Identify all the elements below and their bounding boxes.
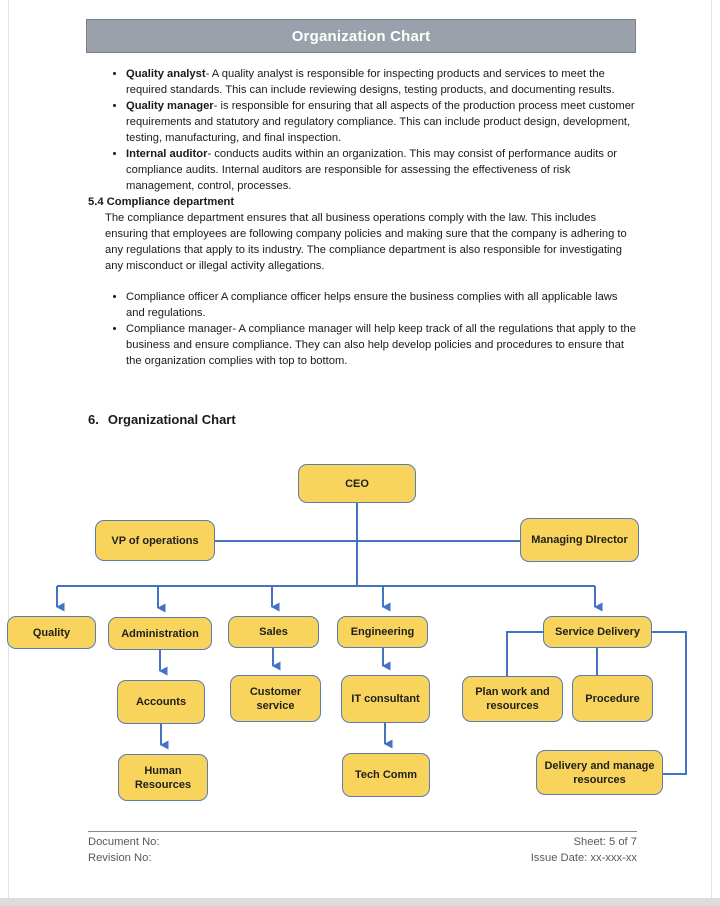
org-node-managing-director: Managing DIrector	[520, 518, 639, 562]
section-5-4-paragraph: The compliance department ensures that all business operations comply with the law. This includes ensuring that employees are following company policies and making sure that the company is adhering to any regulations that apply to its industry. The compliance department is also responsible for investigating any misconduct or illegal activity allegations.	[105, 212, 627, 272]
org-node-vp-operations: VP of operations	[95, 520, 215, 561]
org-node-engineering: Engineering	[337, 616, 428, 648]
org-node-quality: Quality	[7, 616, 96, 649]
list-item	[126, 146, 639, 194]
org-node-tech-comm: Tech Comm	[342, 753, 430, 797]
list-item: • Compliance officer A compliance officer helps ensure the business complies with all applicable laws and regulations.	[126, 289, 639, 321]
footer-revision-no: Revision No:	[88, 852, 152, 864]
page-title: Organization Chart	[291, 27, 431, 45]
role-term: Quality analyst	[126, 68, 206, 80]
header-banner	[86, 19, 636, 53]
roles-bullet-list	[88, 66, 639, 194]
footer-sheet: Sheet: 5 of 7	[573, 836, 637, 848]
org-node-accounts: Accounts	[117, 680, 205, 724]
body-content	[88, 66, 639, 428]
footer-document-no: Document No:	[88, 836, 160, 848]
org-node-ceo: CEO	[298, 464, 416, 503]
org-node-delivery-manage: Delivery and manage resources	[536, 750, 663, 795]
org-node-customer-service: Customer service	[230, 675, 321, 722]
org-chart	[0, 455, 720, 815]
org-node-human-resources: Human Resources	[118, 754, 208, 801]
footer-rule	[88, 831, 637, 832]
org-node-procedure: Procedure	[572, 675, 653, 722]
role-term: Quality manager	[126, 100, 214, 112]
role-desc: - A quality analyst is responsible for inspecting products and services to meet the required standards. This can include reviewing designs, testing products, and documenting results.	[126, 68, 615, 96]
role-desc: - is responsible for ensuring that all aspects of the production process meet customer requirements and statutory and regulatory compliance. This can include product design, development, testing, manufacturing, and final inspection.	[126, 100, 635, 144]
footer-issue-date: Issue Date: xx-xxx-xx	[530, 852, 637, 864]
org-node-administration: Administration	[108, 617, 212, 650]
list-item	[126, 98, 639, 146]
org-node-service-delivery: Service Delivery	[543, 616, 652, 648]
role-term: Internal auditor	[126, 148, 208, 160]
section-6-heading	[88, 412, 639, 428]
org-node-sales: Sales	[228, 616, 319, 648]
footer	[88, 834, 637, 866]
section-number: 6.	[88, 412, 99, 427]
role-desc: - conducts audits within an organization. This may consist of performance audits or compliance audits. Internal auditors are responsible for assessing the effectiveness of risk management, control, processes.	[126, 148, 618, 192]
org-node-plan-work: Plan work and resources	[462, 676, 563, 722]
section-5-4-heading: 5.4 Compliance department	[88, 196, 235, 208]
list-item	[126, 66, 639, 98]
compliance-bullet-list	[88, 289, 639, 369]
list-item: • Compliance manager- A compliance manager will help keep track of all the regulations that apply to the business and ensure compliance. They can also help develop policies and procedures to ensure that the organization complies with top to bottom.	[126, 321, 639, 369]
section-title: Organizational Chart	[107, 412, 236, 427]
org-node-it-consultant: IT consultant	[341, 675, 430, 723]
page-edge-bottom	[0, 898, 720, 906]
